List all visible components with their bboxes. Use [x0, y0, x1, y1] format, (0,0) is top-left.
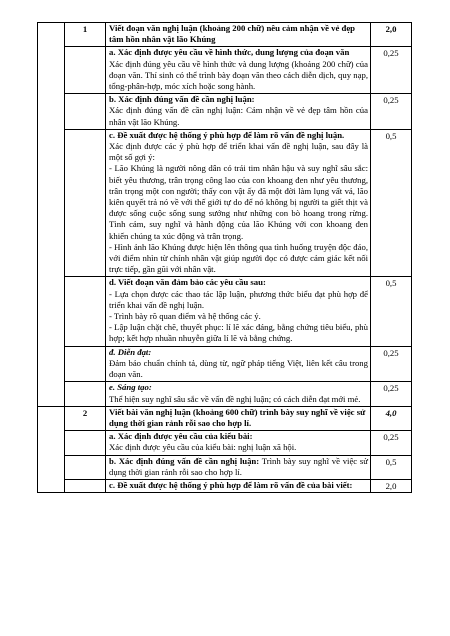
criterion [106, 431, 371, 455]
blank-cell [38, 23, 65, 407]
number-cell [65, 382, 106, 406]
criterion-body: Xác định được yêu cầu của kiểu bài: nghị luận xã hội. [109, 442, 297, 453]
table-row [38, 277, 412, 346]
grading-table [37, 22, 412, 493]
number-cell [65, 346, 106, 382]
criterion-head: c. Đề xuất được hệ thống ý phù hợp để làm rõ vấn đề của bài viết: [109, 479, 353, 490]
criterion-body: Trình bày suy nghĩ về việc sử dụng thời gian rảnh rỗi sao cho hợp lí. [109, 455, 368, 477]
criterion-body: Thể hiện suy nghĩ sâu sắc về vấn đề nghị luận; có cách diễn đạt mới mẻ. [109, 393, 361, 404]
table-row [38, 406, 412, 430]
criterion-body: Đảm bảo chuẩn chính tả, dùng từ, ngữ pháp tiếng Việt, liên kết câu trong đoạn văn. [109, 357, 368, 380]
criterion-head: a. Xác định được yêu cầu về hình thức, dung lượng của đoạn văn [109, 47, 350, 58]
number-cell [65, 277, 106, 346]
criterion-body: Xác định đúng yêu cầu về hình thức và dung lượng (khoảng 200 chữ) của đoạn văn. Thí sinh có thể trình bày đoạn văn theo cách diễn dịch, quy nạp, tổng-phân-hợp, móc xích hoặc song hành. [109, 58, 368, 92]
criterion-body: Xác định đúng vấn đề cần nghị luận: Cảm nhận về vẻ đẹp tâm hồn của nhân vật lão Khúng. [109, 105, 368, 127]
criterion-head: b. Xác định đúng vấn đề cần nghị luận: [109, 455, 260, 466]
criterion-body: Xác định được các ý phù hợp để triển khai vấn đề nghị luận, sau đây là một số gợi ý: [109, 141, 368, 163]
points: 0,5 [371, 277, 412, 346]
criterion-head: d. Viết đoạn văn đảm bảo các yêu cầu sau: [109, 277, 266, 288]
table-row [38, 382, 412, 406]
question-title-text: Viết đoạn văn nghị luận (khoảng 200 chữ) nêu cảm nhận về vẻ đẹp tâm hồn nhân vật lão Khúng [109, 23, 356, 45]
points: 0,5 [371, 455, 412, 479]
blank-cell [38, 406, 65, 492]
criterion [106, 382, 371, 406]
criterion-head: a. Xác định được yêu cầu của kiểu bài: [109, 431, 253, 442]
number-cell [65, 129, 106, 277]
criterion-body: - Lão Khúng là người nông dân có trái tim nhân hậu và suy nghĩ sâu sắc: biết yêu thương, trân trọng công lao của con khoang đen như yêu thương, trân trọng một con người; thấy con vật ấy đã một đời làm lụng vất vả, lão kiên quyết trả nó về với thế giới tự do để nó không bị người ta giết thịt và được sống cuộc sống sung sướng như những con bò hoang trong rừng. Tình cảm, suy nghĩ và hành động của lão Khúng với con khoang đen khiến chúng ta xúc động và trân trọng. [109, 163, 368, 241]
points: 0,25 [371, 94, 412, 130]
points: 4,0 [371, 406, 412, 430]
table-row [38, 129, 412, 277]
number-cell [65, 479, 106, 492]
criterion [106, 455, 371, 479]
question-number: 2 [65, 406, 106, 430]
question-title-text: Viết bài văn nghị luận (khoảng 600 chữ) trình bày suy nghĩ về việc sử dụng thời gian rảnh rỗi sao cho hợp lí. [109, 406, 366, 428]
number-cell [65, 47, 106, 94]
points: 0,25 [371, 47, 412, 94]
table-row [38, 23, 412, 47]
table-row [38, 94, 412, 130]
criterion-body: - Lựa chọn được các thao tác lập luận, phương thức biểu đạt phù hợp để triển khai vấn đề nghị luận. [109, 288, 368, 310]
question-title [106, 23, 371, 47]
number-cell [65, 94, 106, 130]
criterion-head: b. Xác định đúng vấn đề cần nghị luận: [109, 94, 255, 105]
criterion-body: - Trình bày rõ quan điểm và hệ thống các ý. [109, 311, 261, 322]
points: 0,5 [371, 129, 412, 277]
criterion [106, 346, 371, 382]
criterion [106, 479, 371, 492]
question-title [106, 406, 371, 430]
question-number: 1 [65, 23, 106, 47]
number-cell [65, 431, 106, 455]
points: 0,25 [371, 431, 412, 455]
table-row [38, 479, 412, 492]
table-row [38, 346, 412, 382]
criterion [106, 47, 371, 94]
criterion-head: c. Đề xuất được hệ thống ý phù hợp để làm rõ vấn đề nghị luận. [109, 129, 345, 140]
criterion-head: e. Sáng tạo: [109, 382, 152, 393]
criterion [106, 129, 371, 277]
points: 2,0 [371, 479, 412, 492]
criterion-body: - Hình ảnh lão Khúng được hiện lên thông qua tình huống truyện độc đáo, với điểm nhìn từ chính nhân vật giúp người đọc có được cảm giác kết nối trực tiếp, gần gũi với nhân vật. [109, 241, 368, 275]
criterion-head: đ. Diễn đạt: [109, 346, 152, 357]
criterion [106, 94, 371, 130]
number-cell [65, 455, 106, 479]
points: 2,0 [371, 23, 412, 47]
criterion [106, 277, 371, 346]
table-row [38, 47, 412, 94]
criterion-body: - Lập luận chặt chẽ, thuyết phục: lí lẽ xác đáng, bằng chứng tiêu biểu, phù hợp; kết hợp nhuần nhuyễn giữa lí lẽ và bằng chứng. [109, 322, 368, 344]
table-row [38, 455, 412, 479]
points: 0,25 [371, 346, 412, 382]
points: 0,25 [371, 382, 412, 406]
table-row [38, 431, 412, 455]
